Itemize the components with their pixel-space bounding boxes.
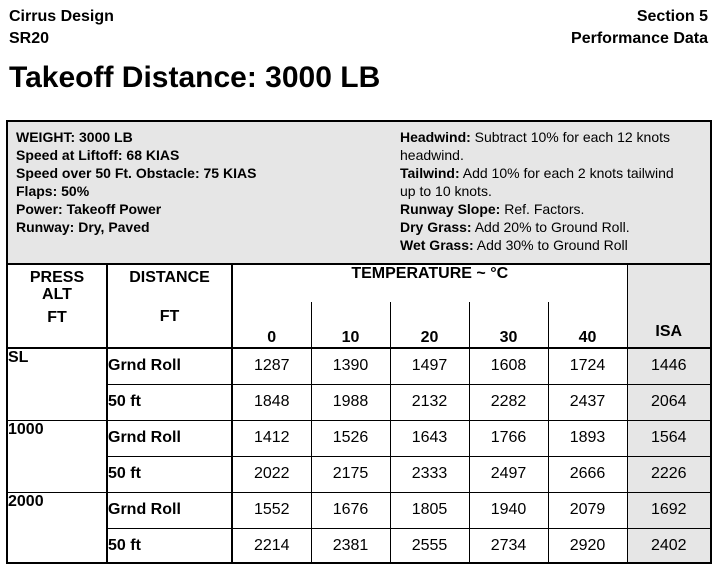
header-press-alt-line2: ALT — [42, 286, 72, 303]
dry-grass-text: Add 20% to Ground Roll. — [471, 219, 630, 235]
header-distance-label: DISTANCE — [129, 269, 210, 286]
condition-obstacle-speed: Speed over 50 Ft. Obstacle: 75 KIAS — [16, 165, 257, 181]
row-alt-sl: SL — [8, 349, 29, 366]
cell-isa: 1446 — [627, 348, 710, 384]
header-temp-10: 10 — [311, 302, 390, 348]
cell-value: 1412 — [232, 420, 311, 456]
cell-value: 1724 — [548, 348, 627, 384]
header-press-alt-unit: FT — [47, 309, 67, 326]
conditions-box — [8, 122, 710, 265]
cell-value: 1390 — [311, 348, 390, 384]
tailwind-text: Add 10% for each 2 knots tailwind up to 10 knots. — [400, 165, 674, 199]
cell-value: 1805 — [390, 492, 469, 528]
tailwind-label: Tailwind: — [400, 165, 460, 181]
cell-value: 1287 — [232, 348, 311, 384]
slope-text: Ref. Factors. — [500, 201, 585, 217]
takeoff-distance-table — [8, 265, 710, 564]
cell-value: 1940 — [469, 492, 548, 528]
table-row — [8, 528, 710, 564]
cell-value: 2022 — [232, 456, 311, 492]
condition-power: Power: Takeoff Power — [16, 201, 162, 217]
cell-value: 1676 — [311, 492, 390, 528]
cell-value: 2381 — [311, 528, 390, 564]
cell-value: 1608 — [469, 348, 548, 384]
cell-value: 1988 — [311, 384, 390, 420]
header-press-alt — [8, 265, 107, 348]
condition-weight: WEIGHT: 3000 LB — [16, 129, 133, 145]
headwind-text: Subtract 10% for each 12 knots headwind. — [400, 129, 671, 163]
cell-value: 1526 — [311, 420, 390, 456]
slope-note — [400, 200, 690, 218]
cell-value: 2497 — [469, 456, 548, 492]
header-temp-30: 30 — [469, 302, 548, 348]
table-row — [8, 456, 710, 492]
cell-value: 2175 — [311, 456, 390, 492]
cell-value: 2333 — [390, 456, 469, 492]
document-header-right — [571, 6, 708, 50]
row-dist-label: Grnd Roll — [107, 492, 232, 528]
wet-grass-text: Add 30% to Ground Roll — [473, 237, 628, 253]
slope-label: Runway Slope: — [400, 201, 501, 217]
cell-value: 1848 — [232, 384, 311, 420]
table-row — [8, 348, 710, 384]
cell-value: 2437 — [548, 384, 627, 420]
table-row — [8, 492, 710, 528]
cell-value: 1552 — [232, 492, 311, 528]
wet-grass-label: Wet Grass: — [400, 237, 474, 253]
cell-isa: 1692 — [627, 492, 710, 528]
header-temp-0: 0 — [232, 302, 311, 348]
cell-value: 1766 — [469, 420, 548, 456]
cell-value: 2132 — [390, 384, 469, 420]
header-distance — [107, 265, 232, 348]
correction-factors — [400, 128, 690, 254]
cell-value: 2282 — [469, 384, 548, 420]
cell-isa: 2226 — [627, 456, 710, 492]
wet-grass-note — [400, 236, 690, 254]
section-number: Section 5 — [636, 8, 708, 25]
dry-grass-label: Dry Grass: — [400, 219, 472, 235]
condition-liftoff-speed: Speed at Liftoff: 68 KIAS — [16, 147, 180, 163]
cell-value: 2079 — [548, 492, 627, 528]
cell-value: 1497 — [390, 348, 469, 384]
table-row — [8, 420, 710, 456]
dry-grass-note — [400, 218, 690, 236]
cell-value: 2734 — [469, 528, 548, 564]
row-dist-label: Grnd Roll — [107, 420, 232, 456]
condition-runway: Runway: Dry, Paved — [16, 219, 150, 235]
conditions-list — [16, 128, 256, 236]
cell-isa: 2064 — [627, 384, 710, 420]
tailwind-note — [400, 164, 690, 200]
header-isa: ISA — [627, 265, 710, 348]
section-title: Performance Data — [571, 30, 708, 47]
takeoff-distance-panel — [6, 120, 712, 564]
headwind-label: Headwind: — [400, 129, 471, 145]
cell-value: 1893 — [548, 420, 627, 456]
cell-isa: 1564 — [627, 420, 710, 456]
row-alt-2000: 2000 — [8, 492, 107, 564]
cell-value: 2214 — [232, 528, 311, 564]
cell-isa: 2402 — [627, 528, 710, 564]
row-dist-label: 50 ft — [107, 384, 232, 420]
row-dist-label: 50 ft — [107, 456, 232, 492]
cell-value: 2666 — [548, 456, 627, 492]
cell-value: 1643 — [390, 420, 469, 456]
row-dist-label: Grnd Roll — [107, 348, 232, 384]
header-temperature: TEMPERATURE ~ °C — [232, 265, 627, 302]
aircraft-model: SR20 — [9, 30, 50, 47]
headwind-note — [400, 128, 690, 164]
table-row — [8, 384, 710, 420]
document-header-left — [9, 6, 114, 50]
page-title: Takeoff Distance: 3000 LB — [9, 61, 381, 94]
cell-value: 2555 — [390, 528, 469, 564]
row-dist-label: 50 ft — [107, 528, 232, 564]
header-distance-unit: FT — [159, 308, 180, 325]
header-temp-20: 20 — [390, 302, 469, 348]
cell-value: 2920 — [548, 528, 627, 564]
condition-flaps: Flaps: 50% — [16, 183, 90, 199]
header-press-alt-line1: PRESS — [29, 269, 85, 286]
header-temp-40: 40 — [548, 302, 627, 348]
manufacturer: Cirrus Design — [9, 8, 114, 25]
row-alt-1000: 1000 — [8, 420, 107, 492]
